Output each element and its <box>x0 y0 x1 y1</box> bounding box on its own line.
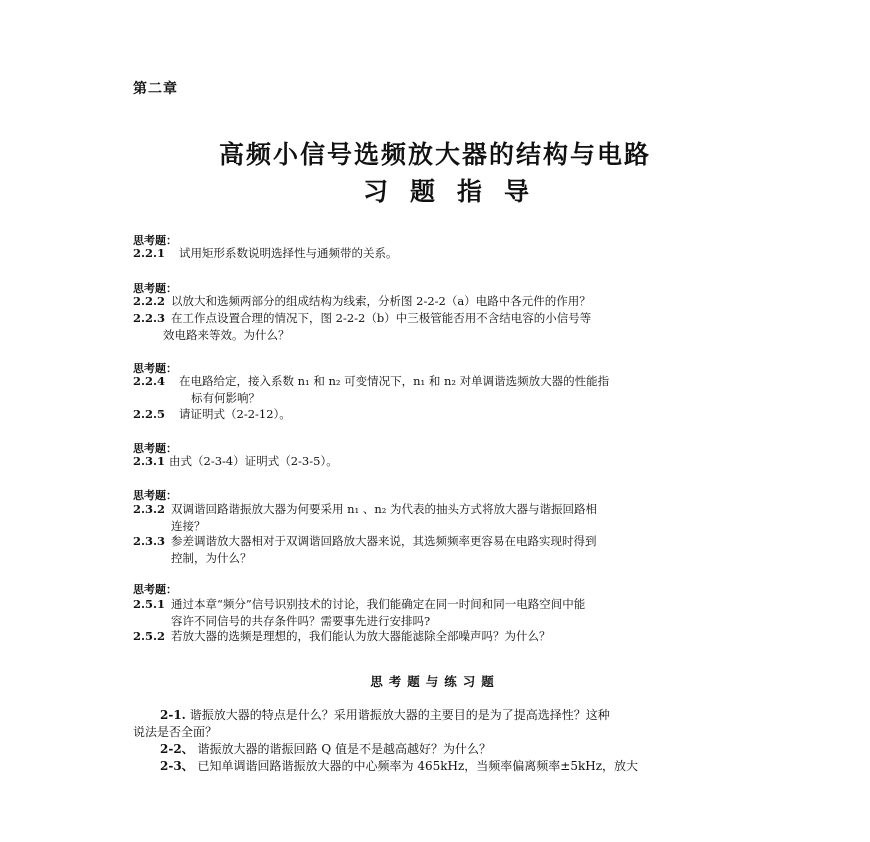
question-2-5-2 <box>133 628 551 645</box>
question-text: 在工作点设置合理的情况下，图 2-2-2（b）中三极管能否用不含结电容的小信号等 <box>171 311 592 325</box>
think-heading: 思考题： <box>133 583 177 596</box>
question-2-3-2 <box>133 501 597 535</box>
question-number: 2.5.2 <box>133 629 166 643</box>
exercise-2-3 <box>160 758 638 775</box>
question-text: 在电路给定，接入系数 n₁ 和 n₂ 可变情况下，n₁ 和 n₂ 对单调谐选频放大器的性能指 <box>179 374 610 388</box>
exercise-2-1-cont <box>133 724 217 741</box>
question-number: 2.2.4 <box>133 374 166 388</box>
question-number: 2.2.1 <box>133 246 166 260</box>
exercise-text-cont: 说法是否全面？ <box>133 725 218 739</box>
question-text: 请证明式（2-2-12）。 <box>179 407 291 421</box>
question-2-3-3 <box>133 533 597 567</box>
question-text: 通过本章“频分”信号识别技术的讨论，我们能确定在同一时间和同一电路空间中能 <box>171 597 586 611</box>
question-text-cont: 连接？ <box>171 519 206 533</box>
question-text-cont: 容许不同信号的共存条件吗？需要事先进行安排吗? <box>171 614 431 628</box>
exercise-section-title: 思考题与练习题 <box>370 674 500 689</box>
exercise-2-2 <box>160 741 491 758</box>
question-text: 试用矩形系数说明选择性与通频带的关系。 <box>179 246 398 260</box>
question-number: 2.2.2 <box>133 294 166 308</box>
question-text: 双调谐回路谐振放大器为何要采用 n₁ 、n₂ 为代表的抽头方式将放大器与谐振回路相 <box>171 502 597 516</box>
think-heading: 思考题： <box>133 282 177 295</box>
page-title: 高频小信号选频放大器的结构与电路 <box>218 140 651 169</box>
exercise-number: 2-2、 <box>160 742 194 756</box>
question-text-cont: 控制，为什么？ <box>171 551 252 565</box>
question-text: 若放大器的选频是理想的，我们能认为放大器能滤除全部噪声吗？为什么？ <box>171 629 551 643</box>
think-heading: 思考题： <box>133 442 177 455</box>
question-2-5-1 <box>133 596 585 630</box>
question-number: 2.2.5 <box>133 407 166 421</box>
chapter-label: 第二章 <box>133 81 178 97</box>
exercise-text: 谐振放大器的谐振回路 Q 值是不是越高越好？为什么？ <box>197 742 491 756</box>
question-number: 2.3.3 <box>133 534 166 548</box>
question-number: 2.5.1 <box>133 597 166 611</box>
question-number: 2.2.3 <box>133 311 166 325</box>
question-text: 由式（2-3-4）证明式（2-3-5）。 <box>169 454 338 468</box>
question-number: 2.3.2 <box>133 502 166 516</box>
question-text-cont: 标有何影响？ <box>191 391 260 405</box>
exercise-text: 已知单调谐回路谐振放大器的中心频率为 465kHz，当频率偏离频率±5kHz，放大 <box>197 759 639 773</box>
question-text: 参差调谐放大器相对于双调谐回路放大器来说，其选频频率更容易在电路实现时得到 <box>171 534 597 548</box>
question-2-3-1 <box>133 453 338 470</box>
question-2-2-3 <box>133 310 591 344</box>
question-text: 以放大和选频两部分的组成结构为线索，分析图 2-2-2（a）电路中各元件的作用？ <box>171 294 591 308</box>
question-text-cont: 效电路来等效。为什么？ <box>163 328 290 342</box>
question-2-2-5 <box>133 406 291 423</box>
exercise-number: 2-1. <box>160 708 186 722</box>
question-2-2-2 <box>133 293 591 310</box>
page-subtitle: 习题指导 <box>362 177 551 206</box>
question-2-2-1 <box>133 245 398 262</box>
exercise-text: 谐振放大器的特点是什么？采用谐振放大器的主要目的是为了提高选择性？这种 <box>189 708 610 722</box>
question-2-2-4 <box>133 373 609 407</box>
exercise-2-1 <box>160 707 610 724</box>
think-heading: 思考题： <box>133 234 177 247</box>
question-number: 2.3.1 <box>133 454 166 468</box>
exercise-number: 2-3、 <box>160 759 194 773</box>
think-heading: 思考题： <box>133 362 177 375</box>
think-heading: 思考题： <box>133 489 177 502</box>
